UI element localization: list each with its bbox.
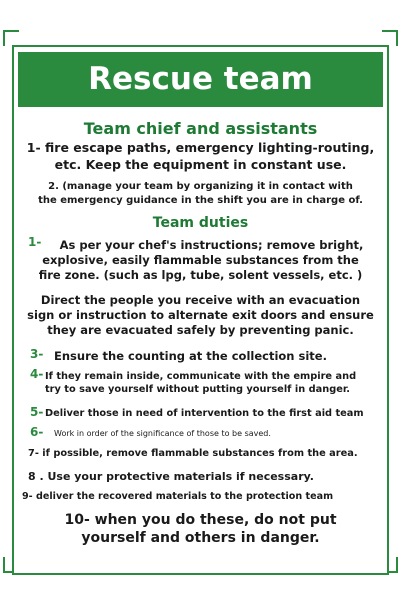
duty-6-text: Work in order of the significance of those to be saved. (54, 429, 271, 438)
duty-3-text: Ensure the counting at the collection site. (54, 349, 327, 363)
duty-8-text: 8 . Use your protective materials if necessary. (28, 470, 314, 483)
duty-4-number: 4- (30, 367, 44, 381)
corner-mark-top-right (382, 30, 398, 46)
item-1-line-1: 1- fire escape paths, emergency lighting-routing, (26, 140, 375, 155)
sign-banner-title: Rescue team (18, 52, 383, 107)
duty-2-line-2: sign or instruction to alternate exit doors and ensure (27, 308, 374, 322)
section-heading-team-duties: Team duties (152, 215, 249, 231)
duty-4-line-1: If they remain inside, communicate with the empire and (45, 371, 357, 382)
duty-10-line-2: yourself and others in danger. (81, 530, 320, 546)
duty-10-line-1: 10- when you do these, do not put (64, 512, 337, 528)
duty-1-line-2: explosive, easily flammable substances from the (42, 253, 359, 267)
item-2-line-1: 2. (manage your team by organizing it in contact with (48, 181, 353, 192)
rescue-team-sign (12, 45, 389, 575)
item-2-line-2: the emergency guidance in the shift you are in charge of. (38, 195, 363, 206)
duty-6-number: 6- (30, 425, 44, 439)
duty-4-line-2: try to save yourself without putting yourself in danger. (45, 384, 351, 395)
duty-1-line-3: fire zone. (such as lpg, tube, solent vessels, etc. ) (38, 268, 363, 282)
duty-2-line-3: they are evacuated safely by preventing panic. (47, 323, 354, 337)
duty-2-line-1: Direct the people you receive with an evacuation (40, 293, 361, 307)
duty-5-text: Deliver those in need of intervention to the first aid team (45, 408, 364, 419)
section-heading-team-chief: Team chief and assistants (83, 119, 318, 138)
duty-3-number: 3- (30, 347, 44, 361)
duty-1-line-1: As per your chef's instructions; remove bright, (59, 238, 364, 252)
duty-7-text: 7- if possible, remove flammable substances from the area. (28, 448, 358, 459)
item-1-line-2: etc. Keep the equipment in constant use. (54, 157, 347, 172)
corner-mark-top-left (3, 30, 19, 46)
duty-5-number: 5- (30, 405, 44, 419)
duty-1-number: 1- (28, 235, 42, 249)
duty-9-text: 9- deliver the recovered materials to the protection team (22, 491, 334, 502)
